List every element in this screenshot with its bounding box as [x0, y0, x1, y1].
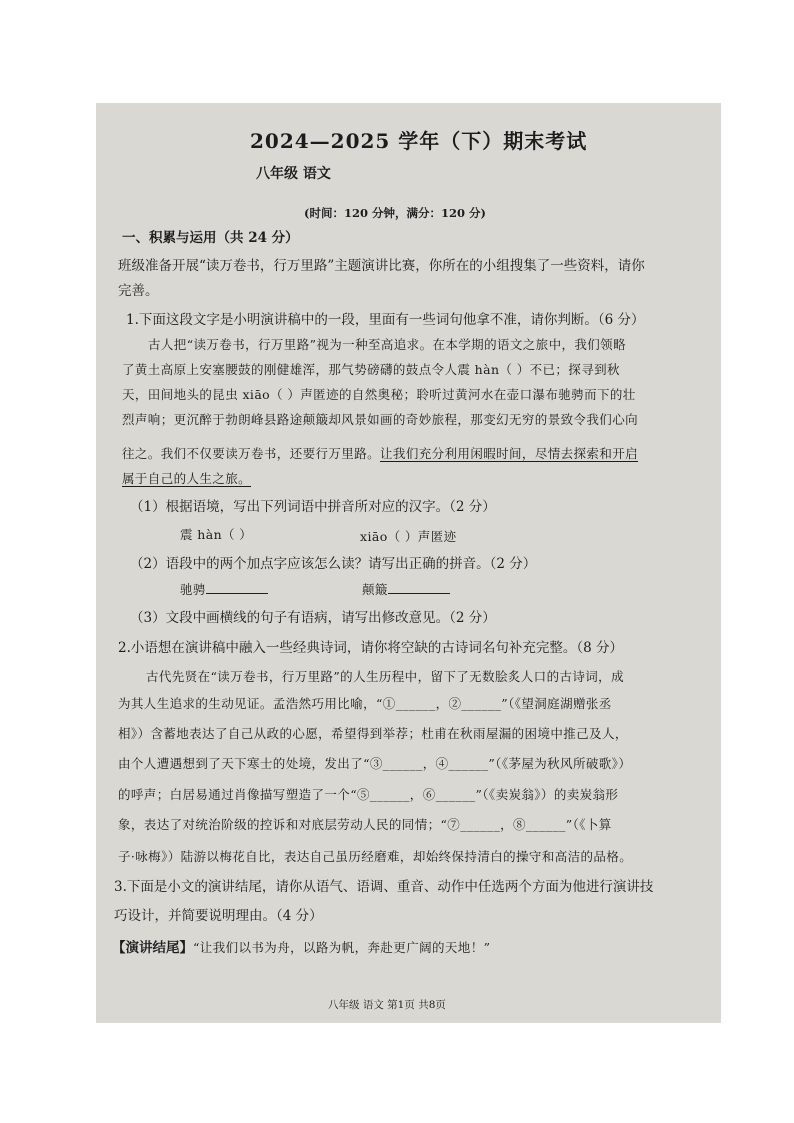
passage-line: 天，田间地头的昆虫 xiāo（ ）声匿迹的自然奥秘；聆听过黄河水在壶口瀑布驰骋而下的壮 [122, 387, 636, 402]
question-3-prompt: 巧设计，并简要说明理由。（4 分） [114, 908, 323, 924]
speech-ending-text: “让我们以书为舟，以路为帆，奔赴更广阔的天地！” [193, 940, 491, 955]
word-a: 驰骋 [180, 582, 206, 597]
poem-passage-line: 古代先贤在“读万卷书，行万里路”的人生历程中，留下了无数脍炙人口的古诗词，成 [146, 669, 624, 684]
exam-title: 2024—2025 学年（下）期末考试 [250, 129, 588, 153]
poem-passage-line: 相》）含蓄地表达了自己从政的心愿，希望得到举荐；杜甫在秋雨屋漏的困境中推己及人， [118, 726, 628, 741]
passage-line: 烈声响；更沉醉于勃朗峰县路途颠簸却风景如画的奇妙旅程，那变幻无穷的景致令我们心向 [122, 412, 639, 427]
underlined-sentence: 属于自己的人生之旅。 [122, 471, 252, 486]
passage-line: 了黄土高原上安塞腰鼓的刚健雄浑，那气势磅礴的鼓点令人震 hàn（ ）不已；探寻到秋 [122, 362, 620, 377]
word-b: 颠簸 [362, 582, 388, 597]
dotted-word-a [180, 581, 268, 598]
question-2-prompt: 2.小语想在演讲稿中融入一些经典诗词，请你将空缺的古诗词名句补充完整。（8 分） [118, 640, 624, 656]
poem-passage-line: 由个人遭遇想到了天下寒士的处境，发出了“③______，④______”（《茅屋为秋风所破歌》） [118, 756, 632, 771]
answer-blank[interactable] [206, 581, 268, 594]
underlined-sentence: 让我们充分利用闲暇时间，尽情去探索和开启 [380, 446, 639, 461]
sub-question-1: （1）根据语境，写出下列词语中拼音所对应的汉字。（2 分） [130, 499, 496, 515]
passage-line [122, 445, 638, 462]
page-footer: 八年级 语文 第1页 共8页 [328, 999, 446, 1011]
question-3-prompt: 3.下面是小文的演讲结尾，请你从语气、语调、重音、动作中任选两个方面为他进行演讲技 [114, 879, 654, 895]
grade-subject: 八年级 语文 [256, 166, 331, 182]
dotted-word-b [362, 581, 450, 598]
poem-passage-line: 的呼声；白居易通过肖像描写塑造了一个“⑤______，⑥______”（《卖炭翁》）的卖炭翁形 [118, 787, 619, 802]
sub-question-3: （3）文段中画横线的句子有语病，请写出修改意见。（2 分） [130, 610, 496, 626]
speech-ending-label: 【演讲结尾】 [112, 940, 193, 956]
section-heading: 一、积累与运用（共 24 分） [122, 230, 299, 246]
passage-text: 往之。我们不仅要读万卷书，还要行万里路。 [122, 446, 381, 461]
speech-ending [112, 939, 490, 957]
section-intro-line: 完善。 [118, 283, 159, 299]
poem-passage-line: 子·咏梅》）陆游以梅花自比，表达自己虽历经磨难，却始终保持清白的操守和高洁的品格。 [118, 849, 633, 864]
pinyin-item-a: 震 hàn（ ） [180, 527, 253, 542]
passage-line: 古人把“读万卷书，行万里路”视为一种至高追求。在本学期的语文之旅中，我们领略 [148, 337, 626, 352]
pinyin-item-b: xiāo（ ）声匿迹 [360, 529, 457, 544]
sub-question-2: （2）语段中的两个加点字应该怎么读？请写出正确的拼音。（2 分） [130, 556, 537, 572]
poem-passage-line: 为其人生追求的生动见证。孟浩然巧用比喻，“①______，②______”（《望洞庭湖赠张丞 [118, 696, 612, 711]
exam-paper [96, 103, 721, 1023]
section-intro-line: 班级准备开展“读万卷书，行万里路”主题演讲比赛，你所在的小组搜集了一些资料，请你 [118, 258, 645, 274]
poem-passage-line: 象，表达了对统治阶级的控诉和对底层劳动人民的同情；“⑦______，⑧______”（《卜算 [118, 817, 612, 832]
answer-blank[interactable] [388, 581, 450, 594]
exam-info: (时间：120 分钟，满分：120 分) [304, 206, 486, 220]
question-1-prompt: 1.下面这段文字是小明演讲稿中的一段，里面有一些词句他拿不准，请你判断。（6 分） [126, 312, 645, 328]
